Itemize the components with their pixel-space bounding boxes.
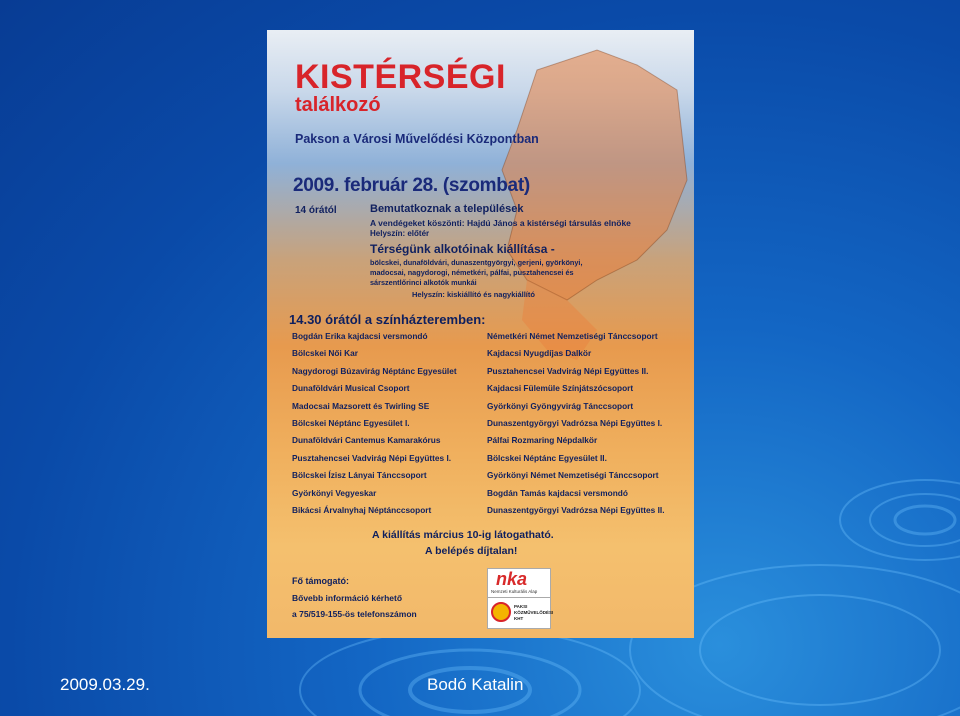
- list-item: Bölcskei Néptánc Egyesület II.: [487, 452, 607, 463]
- section1-line1: A vendégeket köszönti: Hajdú János a kistérségi társulás elnöke: [370, 218, 631, 228]
- nka-logo-text: nka: [496, 569, 528, 589]
- list-item: Bölcskei Női Kar: [292, 348, 358, 359]
- list-item: Györkönyi Vegyeskar: [292, 487, 377, 498]
- paksi-logo-line1: PAKSI: [514, 604, 528, 609]
- list-item: Györkönyi Német Nemzetiségi Tánccsoport: [487, 470, 659, 481]
- list-item: Kajdacsi Nyugdíjas Dalkör: [487, 348, 592, 359]
- section2-heading: Térségünk alkotóinak kiállítása -: [370, 242, 555, 256]
- info-line2: a 75/519-155-ös telefonszámon: [292, 609, 417, 619]
- section2-line: madocsai, nagydorogi, németkéri, pálfai, pusztahencsei és: [370, 268, 574, 277]
- list-item: Bikácsi Árvalnyhaj Néptánccsoport: [292, 504, 432, 515]
- section1-heading: Bemutatkoznak a települések: [370, 203, 524, 215]
- paksi-kozmuvelodesi-logo: [487, 597, 554, 629]
- list-item: Pusztahencsei Vadvirág Népi Együttes II.: [487, 365, 649, 376]
- paksi-logo-line3: KHT: [514, 616, 524, 621]
- info-line1: Bővebb információ kérhető: [292, 593, 403, 603]
- section2-line: sárszentlőrinci alkotók munkái: [370, 278, 477, 287]
- list-item: Németkéri Német Nemzetiségi Tánccsoport: [487, 331, 658, 341]
- list-item: Pálfai Rozmaring Népdalkör: [487, 435, 598, 446]
- poster-venue: Pakson a Városi Művelődési Központban: [295, 132, 539, 146]
- list-item: Dunaföldvári Musical Csoport: [292, 383, 410, 394]
- poster-title: KISTÉRSÉGI: [295, 58, 506, 96]
- paksi-logo-line2: KÖZMŰVELŐDÉSI: [514, 610, 554, 615]
- list-item: Bölcskei Néptánc Egyesület I.: [292, 417, 410, 428]
- section2-location: Helyszín: kiskiállító és nagykiállító: [412, 290, 535, 299]
- nka-logo: [487, 568, 551, 598]
- performer-list-right: [487, 328, 665, 519]
- slide-author: Bodó Katalin: [427, 675, 524, 694]
- sun-icon: [491, 602, 511, 622]
- section1-line2: Helyszín: előtér: [370, 229, 430, 238]
- start-time: 14 órától: [295, 205, 337, 216]
- list-item: Bogdán Erika kajdacsi versmondó: [292, 331, 428, 341]
- section2-line: bölcskei, dunaföldvári, dunaszentgyörgyi, gerjeni, györkönyi,: [370, 258, 583, 267]
- list-item: Dunaföldvári Cantemus Kamarakórus: [292, 435, 441, 446]
- free-entry-note: A belépés díjtalan!: [425, 545, 518, 557]
- exhibition-dates: A kiállítás március 10-ig látogatható.: [372, 529, 554, 541]
- list-item: Bölcskei Ízisz Lányai Tánccsoport: [292, 470, 427, 481]
- poster-subtitle: találkozó: [295, 94, 381, 116]
- list-item: Kajdacsi Fülemüle Színjátszócsoport: [487, 383, 634, 394]
- schedule-heading: 14.30 órától a színházteremben:: [289, 312, 486, 327]
- performer-list-left: [292, 328, 457, 519]
- list-item: Bogdán Tamás kajdacsi versmondó: [487, 487, 628, 498]
- poster-date: 2009. február 28. (szombat): [293, 175, 530, 196]
- nka-logo-subtext: Nemzeti Kulturális Alap: [491, 589, 538, 594]
- paksi-logo-text: [514, 604, 553, 622]
- list-item: Dunaszentgyörgyi Vadrózsa Népi Együttes I.: [487, 417, 663, 428]
- list-item: Pusztahencsei Vadvirág Népi Együttes I.: [292, 452, 452, 463]
- list-item: Dunaszentgyörgyi Vadrózsa Népi Együttes II.: [487, 504, 665, 515]
- list-item: Györkönyi Gyöngyvirág Tánccsoport: [487, 400, 634, 411]
- list-item: Madocsai Mazsorett és Twirling SE: [292, 400, 430, 411]
- list-item: Nagydorogi Búzavirág Néptánc Egyesület: [292, 365, 457, 376]
- event-poster: [267, 30, 694, 638]
- slide-date: 2009.03.29.: [60, 675, 150, 694]
- supporter-label: Fő támogató:: [292, 576, 349, 586]
